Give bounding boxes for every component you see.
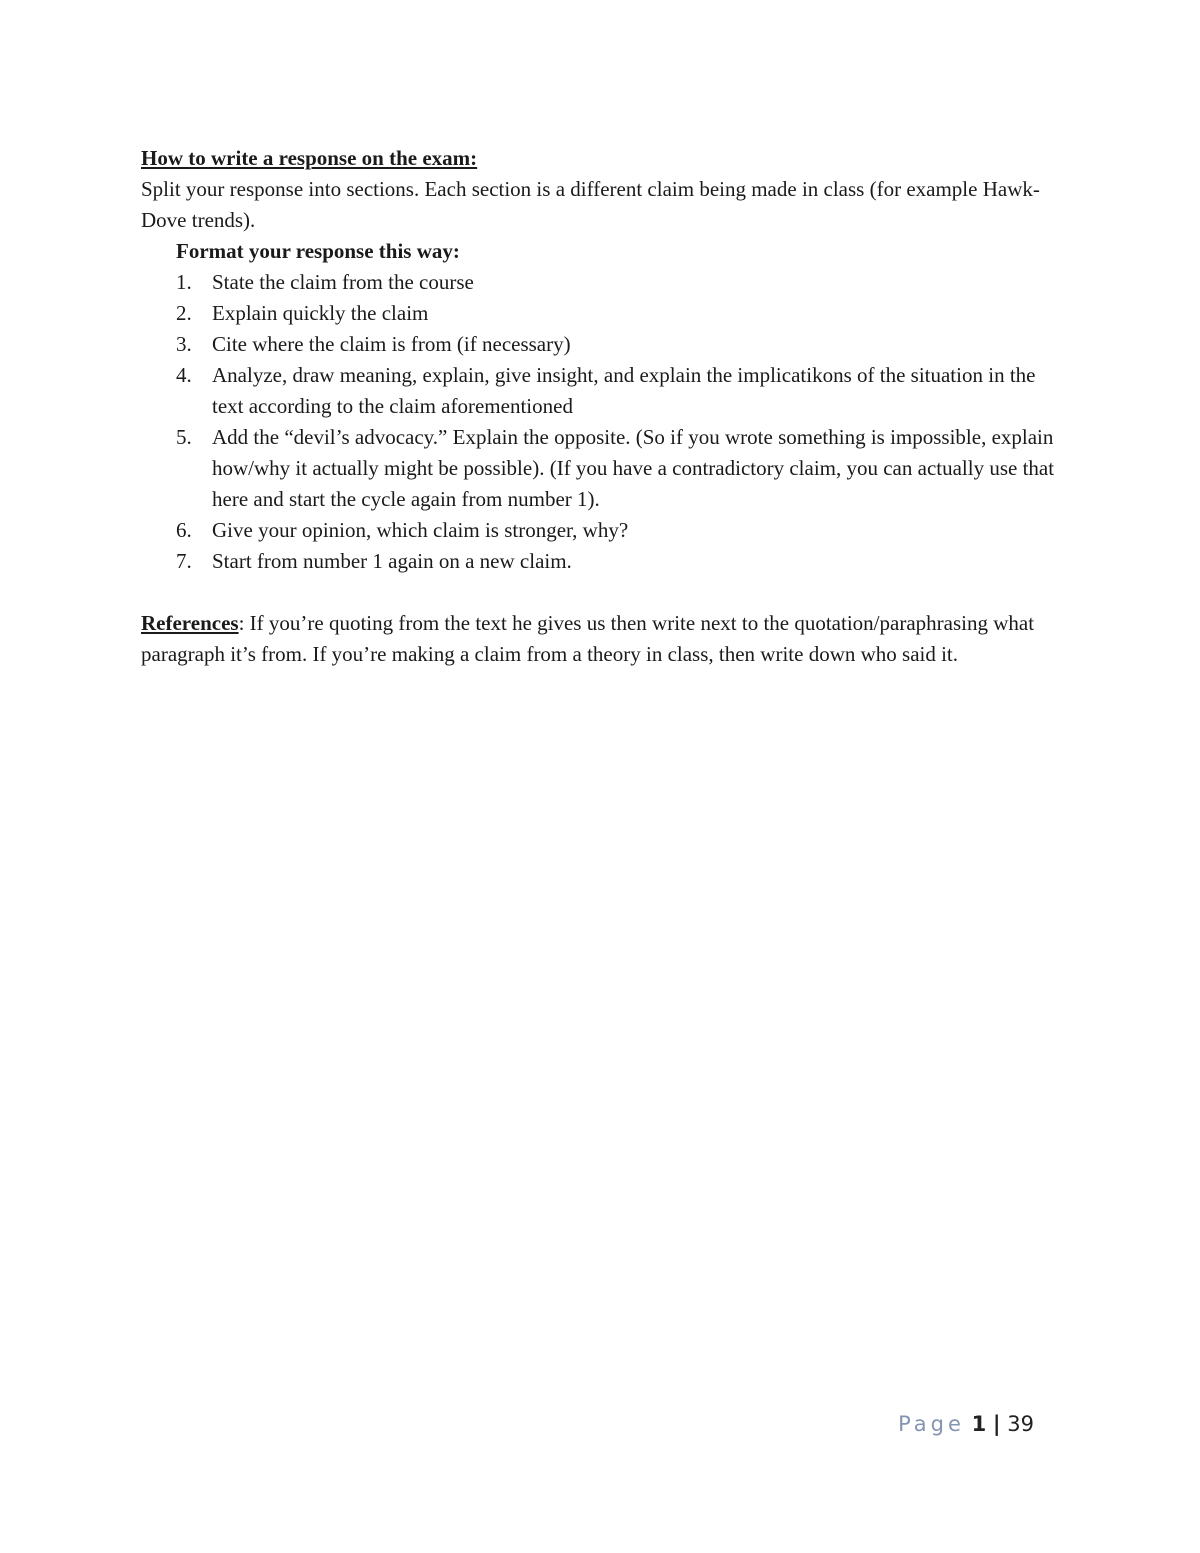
list-item-number: 2. <box>176 301 192 325</box>
list-item-number: 1. <box>176 270 192 294</box>
references-paragraph <box>141 608 1071 670</box>
list-item <box>141 329 1071 360</box>
list-item <box>141 422 1071 515</box>
steps-list <box>141 267 1071 577</box>
list-item <box>141 546 1071 577</box>
list-item <box>141 515 1071 546</box>
list-item-text: Cite where the claim is from (if necessary) <box>212 332 571 356</box>
list-item-number: 7. <box>176 549 192 573</box>
list-item-text: Analyze, draw meaning, explain, give insight, and explain the implicatikons of the situation in the text according to the claim aforementioned <box>212 363 1036 418</box>
list-item <box>141 267 1071 298</box>
page-label: Page <box>898 1412 965 1436</box>
page-footer <box>898 1408 1034 1440</box>
section-heading: How to write a response on the exam: <box>141 146 478 170</box>
list-item <box>141 298 1071 329</box>
page-separator: | <box>992 1412 1001 1436</box>
intro-paragraph: Split your response into sections. Each section is a different claim being made in class (for example Hawk-Dove trends). <box>141 177 1040 232</box>
list-item-number: 6. <box>176 518 192 542</box>
list-item-text: Start from number 1 again on a new claim. <box>212 549 572 573</box>
page-number: 1 <box>971 1412 987 1436</box>
list-item-number: 4. <box>176 363 192 387</box>
references-label: References <box>141 611 239 635</box>
paragraph-spacer <box>141 577 1071 608</box>
list-item-number: 3. <box>176 332 192 356</box>
total-pages: 39 <box>1007 1412 1034 1436</box>
list-item-text: Give your opinion, which claim is stronger, why? <box>212 518 629 542</box>
document-body <box>141 143 1071 670</box>
list-item-text: Add the “devil’s advocacy.” Explain the opposite. (So if you wrote something is impossible, explain how/why it actually might be possible). (If you have a contradictory claim, you can actually use that here and start the cycle again from number 1). <box>212 425 1055 511</box>
references-text: : If you’re quoting from the text he gives us then write next to the quotation/paraphrasing what paragraph it’s from. If you’re making a claim from a theory in class, then write down who said it. <box>141 611 1035 666</box>
list-item-text: State the claim from the course <box>212 270 474 294</box>
list-item-number: 5. <box>176 425 192 449</box>
list-item <box>141 360 1071 422</box>
list-item-text: Explain quickly the claim <box>212 301 429 325</box>
format-heading: Format your response this way: <box>176 239 460 263</box>
